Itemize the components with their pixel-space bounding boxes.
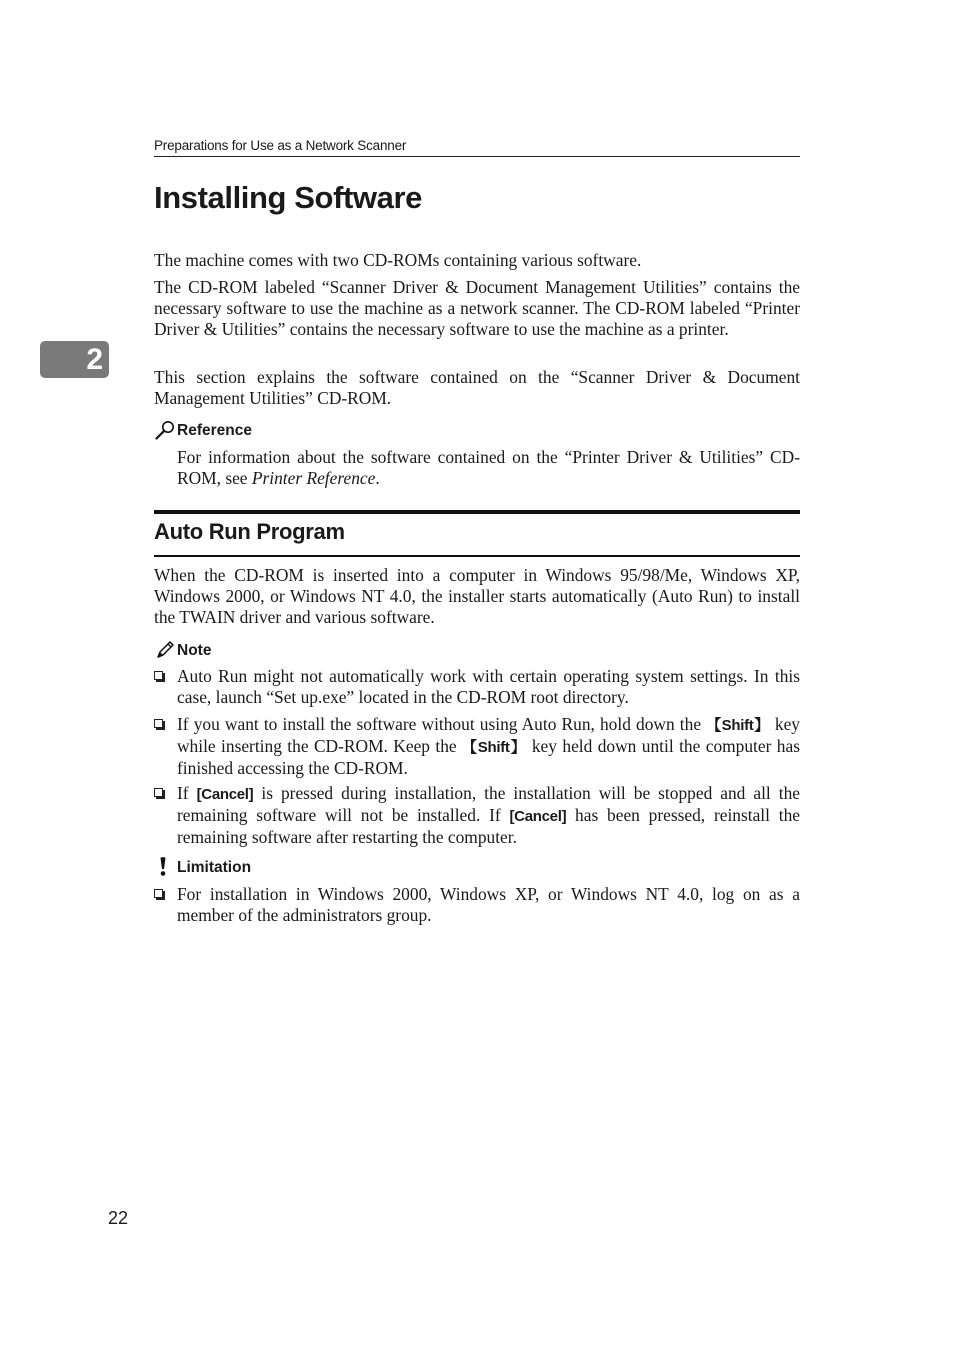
section-title: Auto Run Program	[154, 519, 345, 544]
reference-label: Reference	[177, 422, 252, 439]
section-body: When the CD-ROM is inserted into a computer in Windows 95/98/Me, Windows XP, Windows 2000, or Windows NT 4.0, the installer starts automatically (Auto Run) to install the TWAIN driver and various software.	[154, 565, 800, 627]
checkbox-bullet-icon	[154, 719, 163, 728]
chapter-tab: 2	[40, 341, 109, 378]
magnifier-icon	[154, 420, 176, 440]
pencil-icon	[154, 640, 176, 660]
intro-paragraph-2: The CD-ROM labeled “Scanner Driver & Document Management Utilities” contains the necessary software to use the machine as a network scanner. The CD-ROM labeled “Printer Driver & Utilities” contains the necessary software to use the machine as a printer.	[154, 277, 800, 339]
note-heading	[154, 640, 211, 660]
running-head: Preparations for Use as a Network Scanner	[154, 138, 800, 157]
section-divider-top	[154, 510, 800, 514]
shift-key-label: 【Shift】	[462, 739, 527, 756]
page-number: 22	[108, 1208, 129, 1228]
reference-heading	[154, 420, 252, 440]
note-label: Note	[177, 642, 212, 659]
checkbox-bullet-icon	[154, 671, 163, 680]
reference-italic: Printer Reference	[251, 468, 376, 488]
intro-paragraph-1: The machine comes with two CD-ROMs containing various software.	[154, 250, 642, 270]
note-item: If you want to install the software without using Auto Run, hold down the 【Shift】 key while inserting the CD-ROM. Keep the 【Shift】 key held down until the computer has finished accessing the CD-ROM.	[154, 714, 800, 779]
intro-paragraph-3: This section explains the software contained on the “Scanner Driver & Document Management Utilities” CD-ROM.	[154, 367, 800, 408]
checkbox-bullet-icon	[154, 788, 163, 797]
exclamation-icon	[154, 857, 176, 877]
shift-key-label: 【Shift】	[706, 717, 770, 734]
limitation-heading	[154, 857, 251, 877]
section-divider-bottom	[154, 555, 800, 557]
checkbox-bullet-icon	[154, 889, 163, 898]
limitation-label: Limitation	[177, 859, 252, 876]
note-item: If [Cancel] is pressed during installation, the installation will be stopped and all the remaining software will not be installed. If [Cancel] has been pressed, reinstall the remaining software after restarting the computer.	[154, 783, 800, 848]
reference-text: For information about the software contained on the “Printer Driver & Utilities” CD-ROM, see Printer Reference.	[177, 447, 800, 488]
note-item: Auto Run might not automatically work with certain operating system settings. In this case, launch “Set up.exe” located in the CD-ROM root directory.	[154, 666, 800, 708]
limitation-item: For installation in Windows 2000, Windows XP, or Windows NT 4.0, log on as a member of the administrators group.	[154, 884, 800, 926]
cancel-key-label: [Cancel]	[509, 808, 567, 825]
cancel-key-label: [Cancel]	[196, 786, 254, 803]
page-title: Installing Software	[154, 180, 422, 215]
